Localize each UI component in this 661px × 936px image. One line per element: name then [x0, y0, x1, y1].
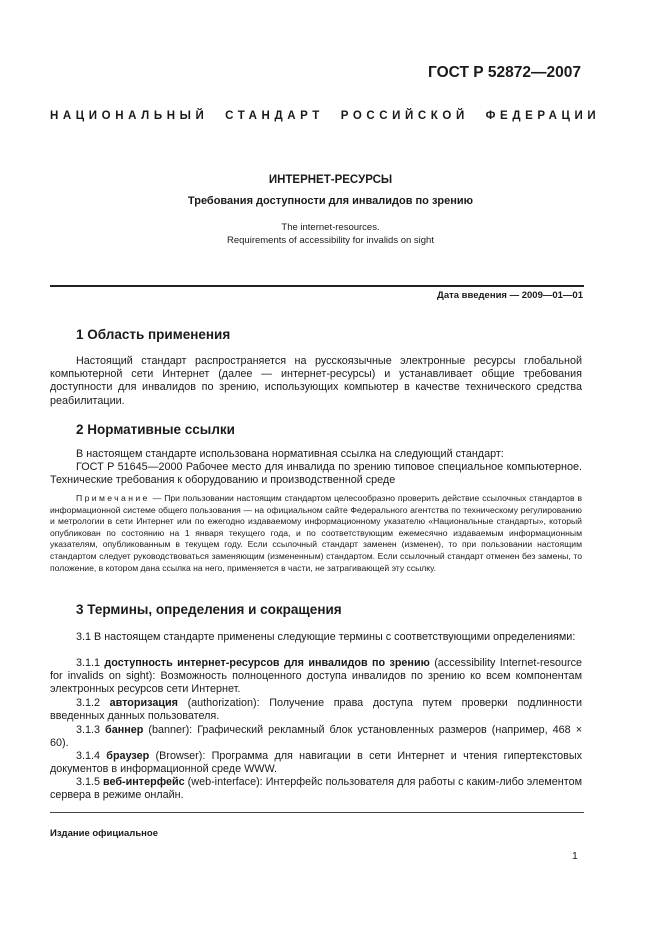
term-name: авторизация: [109, 697, 178, 709]
section-3-intro: [50, 631, 582, 644]
term-definition: (web-interface): Интерфейс пользователя для работы с каким-либо элементом сервера в режиме онлайн.: [50, 776, 583, 802]
english-title-line-1: The internet-resources.: [281, 222, 380, 233]
note-text: — При пользовании настоящим стандартом целесообразно проверить действие ссылочных стандартов в информационной системе общего пользования — на официальном сайте Федерального агентства по техническому регулированию и метрологии в сети Интернет или по ежегодно издаваемому информационному указателю «Национальные стандарты», который опубликован по состоянию на 1 января текущего года, и по соответствующим ежемесячно издаваемым информационным указателям, опубликованным в текущем году. Если ссылочный стандарт заменен (изменен), то при пользовании настоящим стандартом следует руководствоваться заменяющим (измененным) стандартом. Если ссылочный стандарт отменен без замены, то положение, в котором дана ссылка на него, применяется в части, не затрагивающей эту ссылку.: [50, 493, 583, 573]
page-number: 1: [572, 850, 578, 862]
national-standard-line: НАЦИОНАЛЬНЫЙ СТАНДАРТ РОССИЙСКОЙ ФЕДЕРАЦИИ: [50, 110, 601, 122]
term-definition: (banner): Графический рекламный блок установленных размеров (например, 468 × 60).: [50, 724, 582, 750]
term-definition: (authorization): Получение права доступа путем проверки подлинности введенных данных пользователя.: [50, 697, 583, 723]
top-divider: [50, 285, 584, 287]
section-2-p2-text: ГОСТ Р 51645—2000 Рабочее место для инвалида по зрению типовое специальное компьютерное. Технические требования к оборудованию и производственной среде: [50, 461, 582, 487]
term-number: 3.1.3: [76, 724, 101, 736]
introduction-date: Дата введения — 2009—01—01: [437, 290, 583, 301]
bottom-divider: [50, 812, 584, 813]
section-3-intro-text: 3.1 В настоящем стандарте применены следующие термины с соответствующими определениями:: [76, 631, 576, 643]
section-2-paragraph-2: [50, 461, 582, 487]
note-lead: Примечание: [76, 493, 150, 503]
section-1-text: [50, 355, 582, 408]
term-3-1-1: [50, 657, 582, 697]
term-3-1-3: [50, 724, 582, 750]
term-definition: (Browser): Программа для навигации в сети Интернет и чтения гипертекстовых документов в информационной среде WWW.: [50, 750, 583, 776]
document-code: ГОСТ Р 52872—2007: [428, 64, 581, 81]
document-subtitle: Требования доступности для инвалидов по зрению: [187, 195, 474, 207]
section-2-p1-text: В настоящем стандарте использована нормативная ссылка на следующий стандарт:: [76, 448, 504, 460]
section-3-heading: 3 Термины, определения и сокращения: [76, 602, 342, 617]
term-3-1-4: [50, 750, 582, 776]
edition-label: Издание официальное: [50, 828, 158, 839]
term-name: веб-интерфейс: [103, 776, 185, 788]
term-number: 3.1.1: [76, 657, 101, 669]
section-2-heading: 2 Нормативные ссылки: [76, 422, 235, 437]
document-title: ИНТЕРНЕТ-РЕСУРСЫ: [268, 174, 393, 186]
note-block: [50, 493, 582, 574]
english-title-line-2: Requirements of accessibility for invalids on sight: [227, 235, 434, 246]
term-name: баннер: [105, 724, 144, 736]
term-number: 3.1.4: [76, 750, 101, 762]
term-name: браузер: [106, 750, 150, 762]
term-3-1-5: [50, 776, 582, 802]
term-definition: (accessibility Internet-resource for invalids on sight): Возможность полноценного доступа инвалидов по зрению ко всем компонентам электронных ресурсов сети Интернет.: [50, 657, 582, 696]
section-1-heading: 1 Область применения: [76, 327, 231, 342]
section-2-paragraph-1: [50, 448, 582, 461]
section-1-paragraph: Настоящий стандарт распространяется на русскоязычные электронные ресурсы глобальной компьютерной сети Интернет (далее — интернет-ресурсы) и устанавливает общие требования доступности для инвалидов по зрению, использующих компьютер в качестве технического средства реабилитации.: [50, 355, 582, 407]
term-3-1-2: [50, 697, 582, 723]
term-number: 3.1.2: [76, 697, 101, 709]
term-name: доступность интернет-ресурсов для инвалидов по зрению: [104, 657, 430, 669]
term-number: 3.1.5: [76, 776, 101, 788]
